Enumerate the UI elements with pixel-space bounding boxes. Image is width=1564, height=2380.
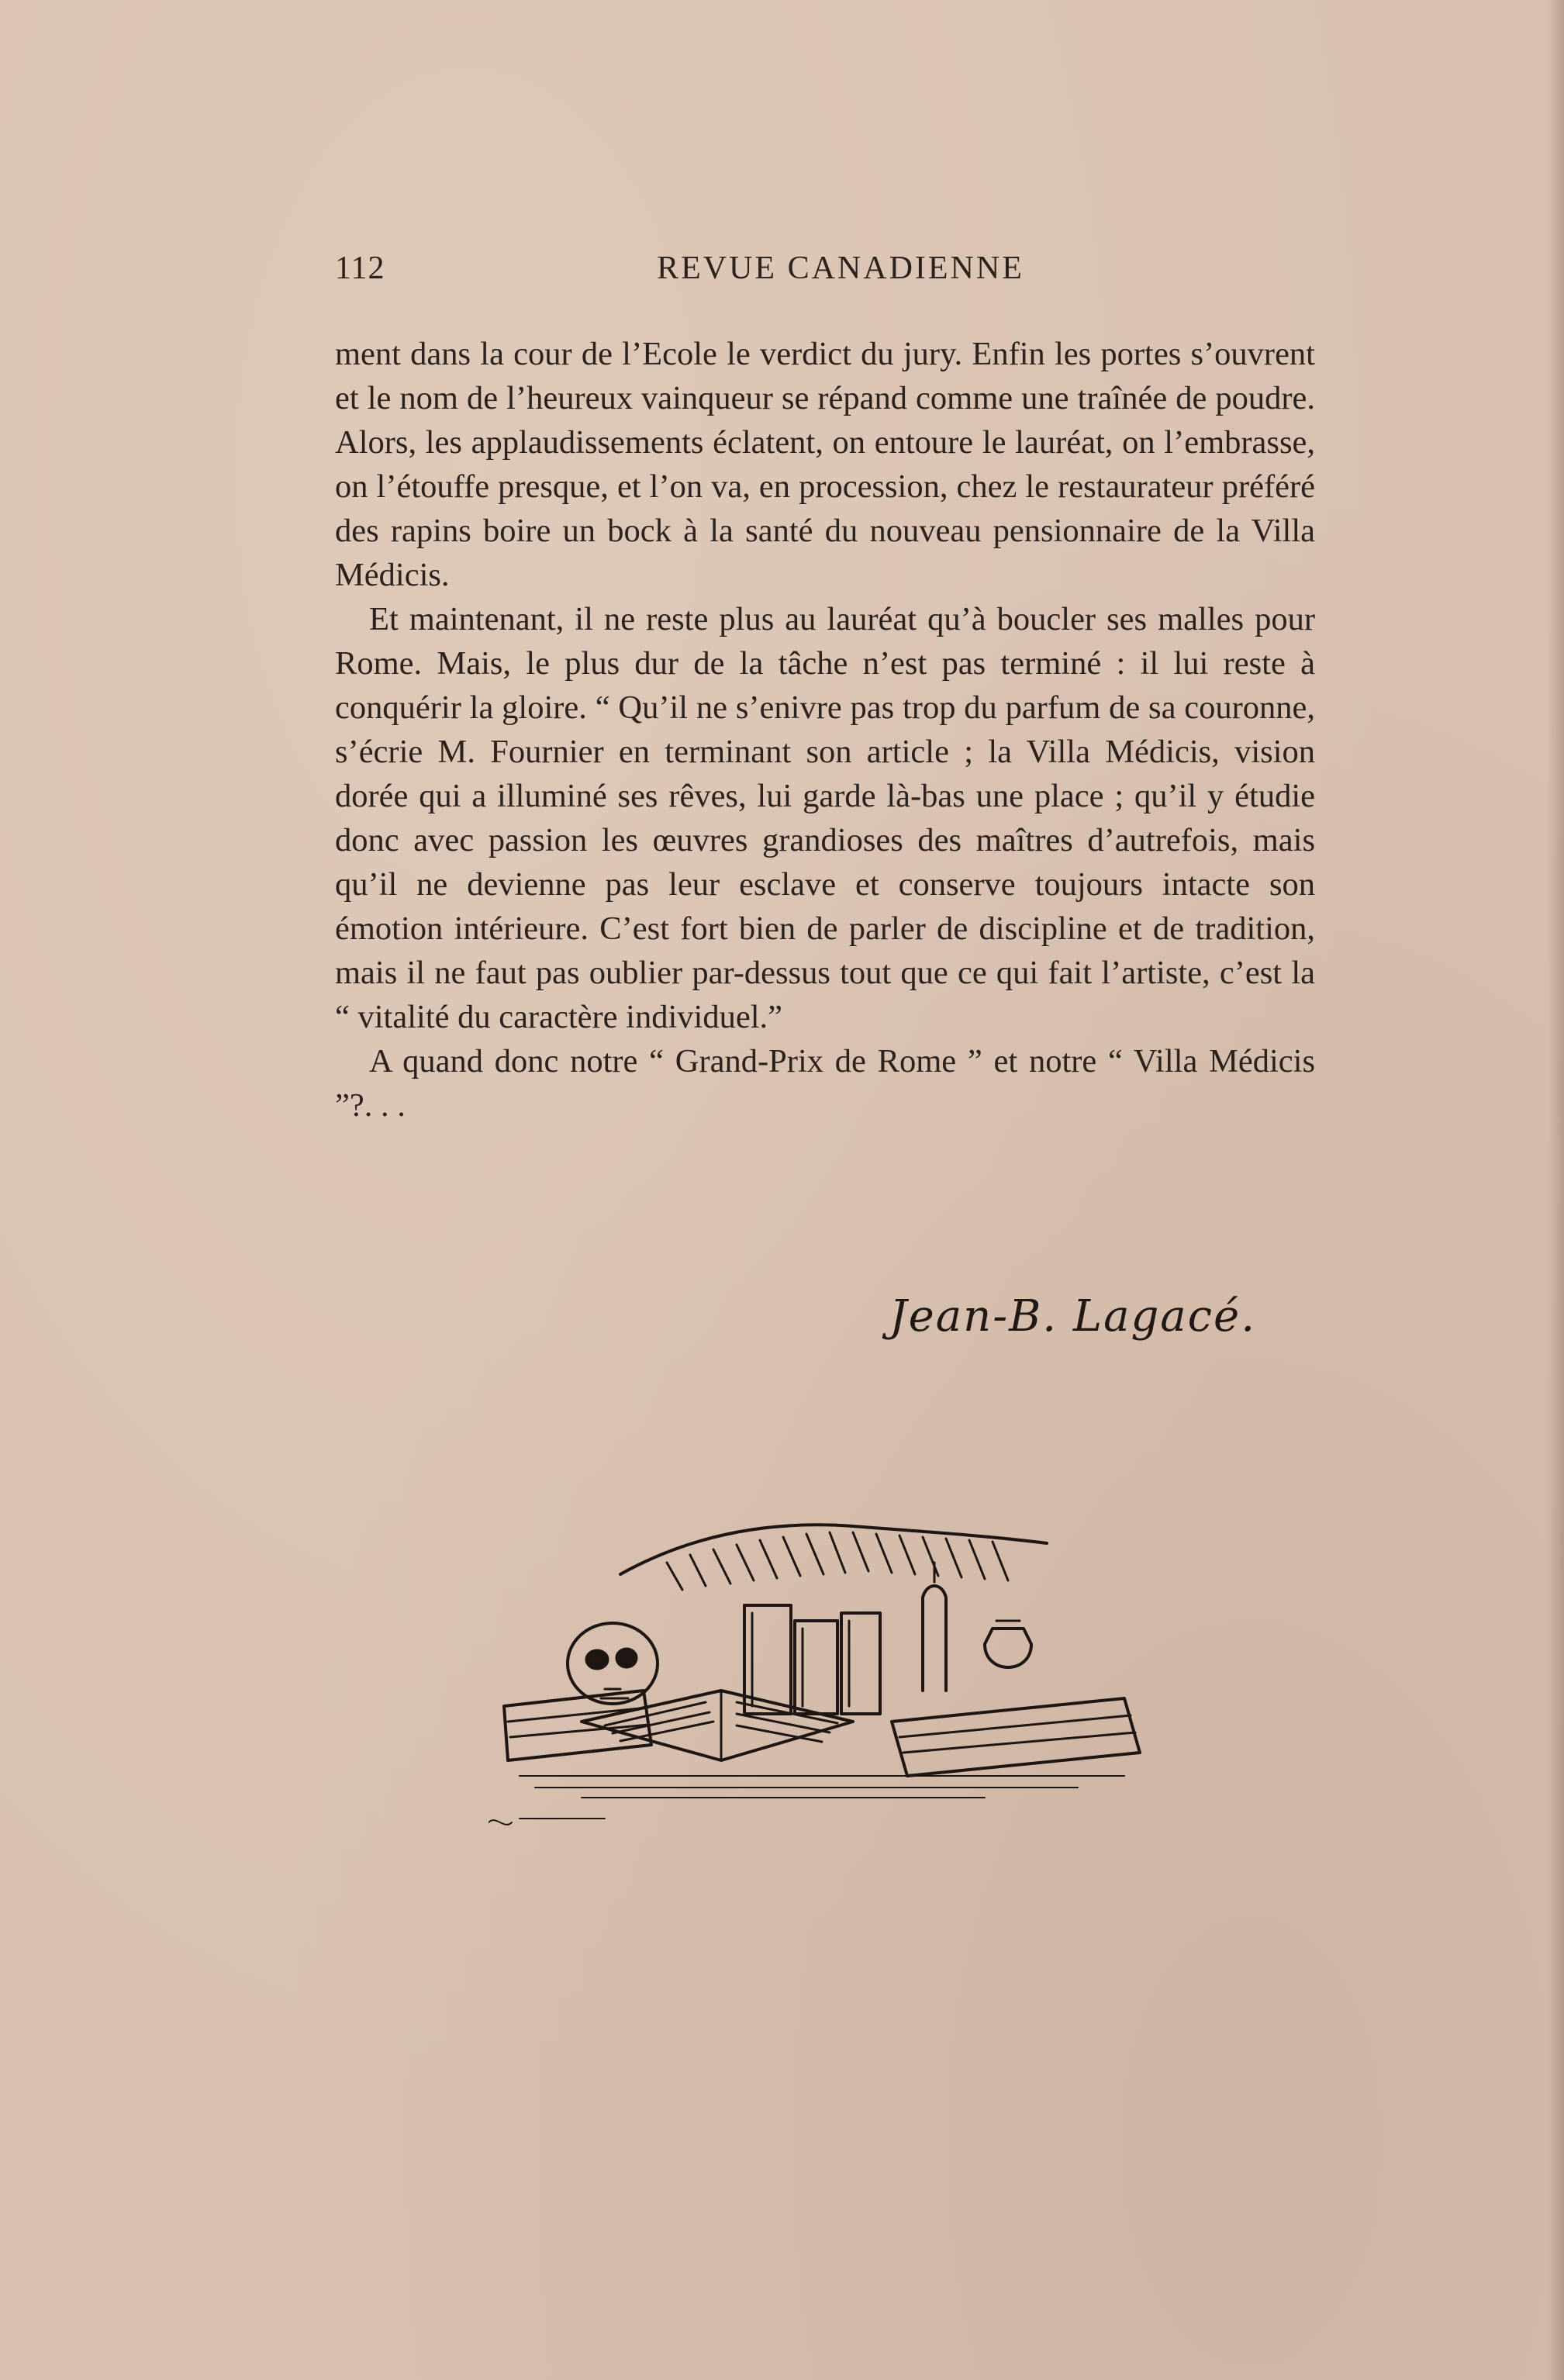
paragraph: ment dans la cour de l’Ecole le verdict du jury. Enfin les portes s’ouvrent et le nom de l’heureux vainqueur se répand comme une traînée de poudre. Alors, les applaudissements éclatent, on entoure le lauréat, on l’embrasse, on l’étouffe presque, et l’on va, en procession, chez le restaurateur préféré des rapins boire un bock à la santé du nouveau pensionnaire de la Villa Médicis. (335, 336, 1315, 593)
vignette-drawing (489, 1489, 1171, 1830)
page-header (335, 250, 1315, 296)
paragraph: Et maintenant, il ne reste plus au lauréat qu’à boucler ses malles pour Rome. Mais, le plus dur de la tâche n’est pas terminé : il lui reste à conquérir la gloire. “ Qu’il ne s’enivre pas trop du parfum de sa couronne, s’écrie M. Fournier en terminant son article ; la Villa Médicis, vision dorée qui a illuminé ses rêves, lui garde là-bas une place ; qu’il y étudie donc avec passion les œuvres grandioses des maîtres d’autrefois, mais qu’il ne devienne pas leur esclave et conserve toujours intacte son émotion intérieure. C’est fort bien de parler de discipline et de tradition, mais il ne faut pas oublier par-dessus tout que ce qui fait l’artiste, c’est la “ vitalité du caractère individuel.” (335, 601, 1315, 1035)
paragraph: A quand donc notre “ Grand-Prix de Rome ” et notre “ Villa Médicis ”?. . . (335, 1043, 1315, 1124)
article-text (335, 332, 1315, 1128)
running-title: REVUE CANADIENNE (657, 250, 1024, 286)
author-signature: Jean-B. Lagacé. (889, 1291, 1256, 1342)
still-life-vignette (489, 1489, 1171, 1830)
page-number: 112 (335, 250, 385, 286)
page-edge-shadow (1547, 0, 1564, 2380)
